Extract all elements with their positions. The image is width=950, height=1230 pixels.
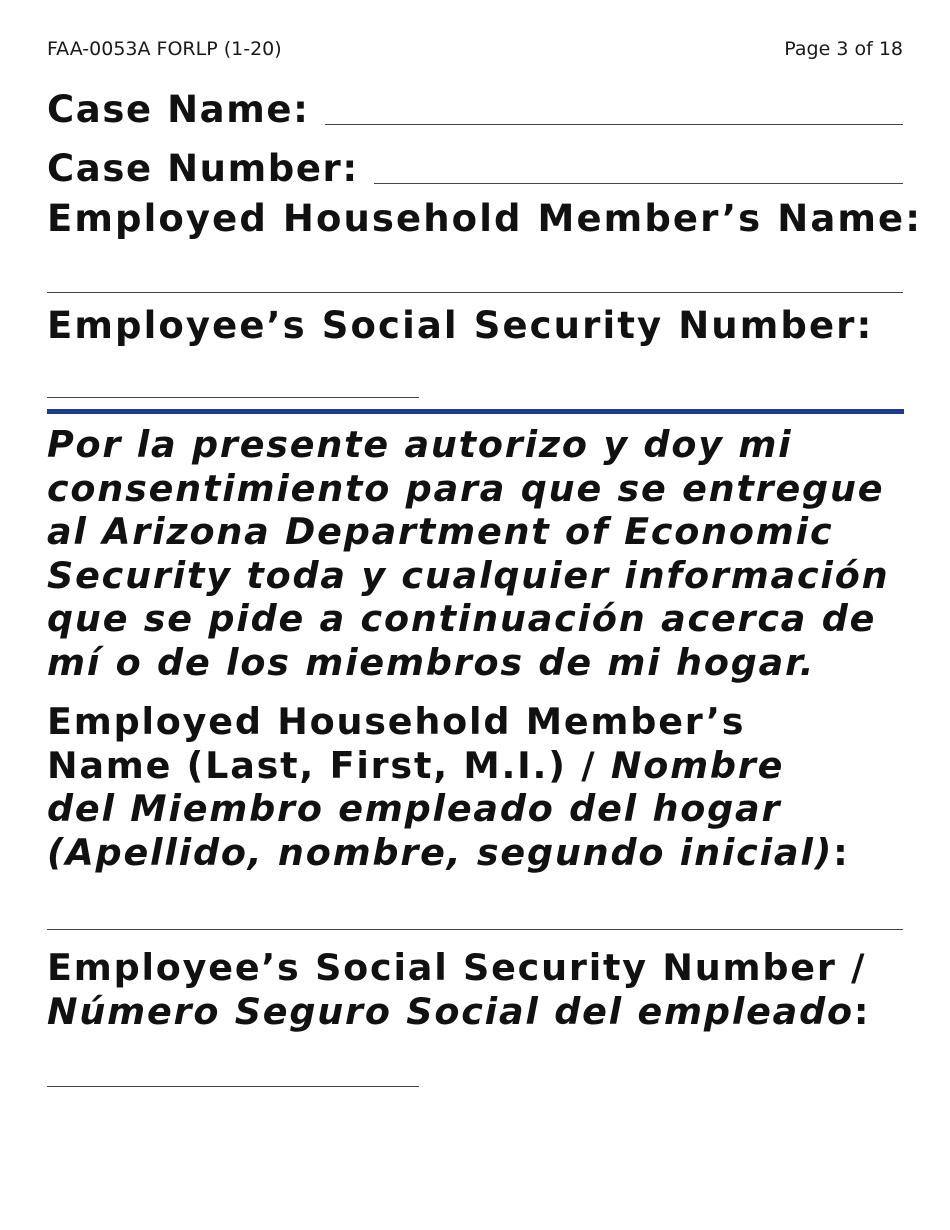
employee-ssn-field[interactable] <box>47 397 419 398</box>
employee-ssn-label: Employee’s Social Security Number: <box>47 304 874 347</box>
section-divider <box>47 409 904 414</box>
consent-line: mí o de los miembros de mi hogar. <box>47 640 816 684</box>
page-number: Page 3 of 18 <box>784 38 903 60</box>
employed-member-field[interactable] <box>47 292 903 293</box>
employee-ssn-row <box>47 304 903 350</box>
member-name-line: del Miembro empleado del hogar <box>47 787 782 830</box>
member-name-line <box>47 744 920 788</box>
case-name-label: Case Name: <box>47 88 310 131</box>
colon: : <box>853 989 871 1033</box>
member-name-label-block <box>47 700 920 874</box>
consent-line: Security toda y cualquier información <box>47 553 890 597</box>
case-name-field[interactable] <box>325 124 903 125</box>
ssn-es: Número Seguro Social del empleado <box>47 989 854 1033</box>
case-number-field[interactable] <box>374 183 903 184</box>
member-name-line <box>47 831 920 875</box>
case-name-row <box>47 88 903 134</box>
member-name-line: Employed Household Member’s <box>47 700 746 743</box>
page-header <box>47 38 903 62</box>
ssn-field[interactable] <box>47 1086 419 1087</box>
member-name-es: (Apellido, nombre, segundo inicial) <box>47 830 834 874</box>
ssn-line: Employee’s Social Security Number / <box>47 946 867 989</box>
form-id: FAA-0053A FORLP (1-20) <box>47 38 282 60</box>
ssn-label-block <box>47 946 920 1033</box>
employed-member-label: Employed Household Member’s Name: <box>47 197 923 240</box>
member-name-field[interactable] <box>47 929 903 930</box>
consent-line: que se pide a continuación acerca de <box>47 597 877 640</box>
ssn-line <box>47 990 920 1034</box>
member-name-es: Nombre <box>610 743 785 787</box>
consent-line: consentimiento para que se entregue <box>47 466 885 510</box>
employed-member-row <box>47 197 923 243</box>
case-number-label: Case Number: <box>47 147 359 190</box>
consent-line: Por la presente autorizo y doy mi <box>47 423 793 466</box>
consent-statement <box>47 423 920 684</box>
case-number-row <box>47 147 903 193</box>
colon: : <box>833 830 850 874</box>
consent-line: al Arizona Department of Economic <box>47 510 834 553</box>
member-name-en: Name (Last, First, M.I.) / <box>47 743 611 787</box>
